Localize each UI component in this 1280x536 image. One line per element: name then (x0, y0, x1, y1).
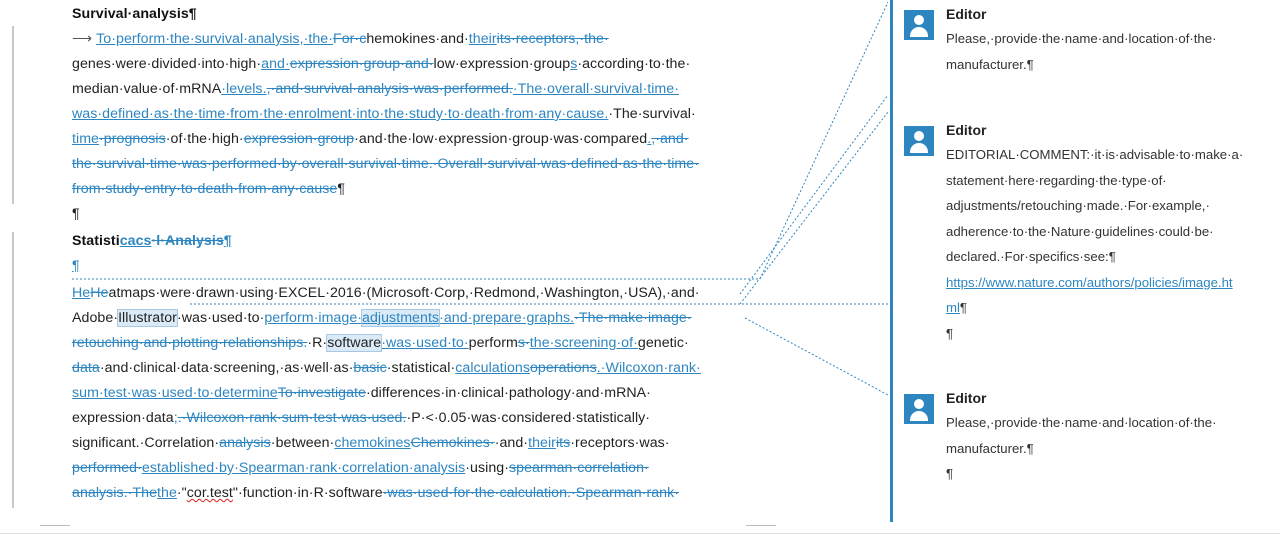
commented-text[interactable]: Illustrator (118, 310, 177, 326)
inserted-text[interactable]: ; (173, 410, 178, 426)
body-text[interactable]: median·value·of·mRNA (72, 81, 222, 97)
deleted-text[interactable]: the·survival·time·was·performed·by·overall·survival·time.·Overall·survival·was·defined·as·the·time· (72, 156, 699, 172)
user-avatar-icon (904, 10, 934, 40)
page-margin-marker (12, 26, 14, 204)
change-bar (890, 112, 893, 522)
inserted-text[interactable]: . (647, 131, 652, 147)
commented-inserted-text[interactable]: adjustments (362, 310, 440, 326)
inserted-text[interactable]: Wilcoxon·rank· (605, 360, 701, 376)
body-text[interactable]: ·R· (307, 335, 328, 351)
deleted-text[interactable]: its (555, 435, 571, 451)
inserted-text[interactable]: .· (596, 360, 606, 376)
heading-text[interactable]: Statisti (72, 233, 120, 249)
body-text[interactable]: ·and· (494, 435, 529, 451)
deleted-text[interactable]: ·l·Analysis (151, 233, 224, 249)
page-margin-marker (12, 232, 14, 508)
deleted-text[interactable]: ,·and·survival·analysis·was·performed. (266, 81, 513, 97)
deleted-text[interactable]: ,·the· (575, 31, 609, 47)
body-text[interactable]: genetic· (637, 335, 689, 351)
deleted-text[interactable]: For·c (333, 31, 367, 47)
inserted-text[interactable]: their (468, 31, 497, 47)
deleted-text[interactable]: make·image· (608, 310, 692, 326)
deleted-text[interactable]: data (72, 360, 100, 376)
deleted-text[interactable]: its·receptors (496, 31, 576, 47)
deleted-text[interactable]: analysis (219, 435, 271, 451)
paragraph-line[interactable] (72, 331, 689, 356)
paragraph-line[interactable] (72, 356, 701, 381)
paragraph-line[interactable] (72, 456, 649, 481)
body-text[interactable]: ·using· (465, 460, 509, 476)
deleted-text[interactable]: ·prognosis (99, 131, 166, 147)
change-bar (890, 0, 893, 112)
body-text[interactable]: ·was·used·to· (176, 310, 265, 326)
body-text[interactable]: significant.·Correlation· (72, 435, 220, 451)
deleted-text[interactable]: He (90, 285, 109, 301)
comment-2[interactable] (904, 122, 1254, 342)
comment-3[interactable] (904, 390, 1254, 480)
inserted-text[interactable]: s (570, 56, 578, 72)
deleted-text[interactable]: ·was·used·for·the·calculation.·Spearman·rank· (382, 485, 680, 501)
comment-line: adherence·to·the·Nature·guidelines·could·be· (946, 223, 1214, 239)
comment-line: manufacturer.¶ (946, 440, 1034, 456)
deleted-text[interactable]: Chemokines· (410, 435, 495, 451)
paragraph-line[interactable] (72, 127, 689, 152)
comment-author: Editor (946, 6, 987, 22)
inserted-text[interactable]: was·defined·as·the·time·from·the·enrolment·into·the·study·to·death·from·any·cause. (72, 106, 609, 122)
inserted-text[interactable]: To·perform·the·survival·analysis,·the· (96, 31, 333, 47)
comment-link[interactable]: https://www.nature.com/authors/policies/image.ht (946, 274, 1233, 290)
deleted-text[interactable]: operations (529, 360, 597, 376)
paragraph-line[interactable] (72, 406, 650, 431)
body-text[interactable]: ·" (176, 485, 187, 501)
inserted-text[interactable]: the (157, 485, 177, 501)
paragraph-line[interactable] (72, 381, 651, 406)
inserted-text[interactable]: sum·test·was·used·to·determine (72, 385, 278, 401)
inserted-text[interactable]: ¶ (223, 233, 232, 249)
deleted-text[interactable]: basic (353, 360, 387, 376)
comment-text[interactable] (946, 26, 1246, 77)
comment-line: Please,·provide·the·name·and·location·of·the· (946, 31, 1217, 46)
inserted-empty-paragraph[interactable]: ¶ (72, 258, 80, 274)
inserted-text[interactable]: established·by·Spearman·rank·correlation·analysis (141, 460, 466, 476)
body-text[interactable]: ·and·clinical·data·screening,·as·well·as· (99, 360, 354, 376)
comment-line: EDITORIAL·COMMENT:·it·is·advisable·to·make·a· (946, 147, 1244, 162)
body-text[interactable]: genes·were·divided·into·high· (72, 56, 262, 72)
comment-line: declared.·For·specifics·see:¶ (946, 249, 1116, 264)
deleted-text[interactable]: performed· (72, 460, 142, 476)
heading-survival-analysis[interactable]: Survival·analysis¶ (72, 6, 197, 22)
inserted-text[interactable]: cacs (119, 233, 152, 249)
body-text[interactable]: ·according·to·the· (577, 56, 691, 72)
inserted-text[interactable]: ·and·prepare·graphs. (439, 310, 575, 326)
deleted-text[interactable]: spearman·correlation· (509, 460, 649, 476)
comment-line: ¶ (946, 466, 954, 481)
comment-line: adjustments/retouching·made.·For·example,· (946, 198, 1210, 213)
user-avatar-icon (904, 126, 934, 156)
body-text[interactable]: expression·data (72, 410, 174, 426)
paragraph-line[interactable] (72, 281, 700, 306)
body-text[interactable]: ·and·the·low·expression·group·was·compared (354, 131, 648, 147)
paragraph-line[interactable] (72, 431, 670, 456)
paragraph-line[interactable] (72, 52, 690, 77)
inserted-text[interactable]: ·levels. (221, 81, 267, 97)
body-text[interactable]: ·of·the·high· (165, 131, 244, 147)
inserted-text[interactable]: the·screening·of· (529, 335, 638, 351)
misspelled-text[interactable]: cor.test (186, 485, 233, 501)
body-text[interactable]: perform (468, 335, 518, 351)
body-text[interactable]: atmaps·were·drawn·using·EXCEL·2016·(Microsoft·Corp,·Redmond,·Washington,·USA),·and· (108, 285, 700, 301)
deleted-text[interactable]: analysis.·The (72, 485, 158, 501)
deleted-text[interactable]: ·The· (574, 310, 609, 326)
inserted-text[interactable]: perform·image· (264, 310, 363, 326)
deleted-text[interactable]: To·investigate (277, 385, 366, 401)
deleted-text[interactable]: from·study·entry·to·death·from·any·cause (72, 181, 338, 197)
deleted-text[interactable]: .·Wilcoxon·rank·sum·test·was·used. (177, 410, 407, 426)
paragraph-line[interactable] (72, 102, 696, 127)
heading-statistical-analysis[interactable] (72, 229, 232, 254)
empty-paragraph[interactable]: ¶ (72, 206, 80, 222)
comment-link[interactable]: ml (946, 300, 960, 315)
deleted-text[interactable]: s· (517, 335, 530, 351)
pilcrow: ¶ (946, 325, 954, 341)
body-text[interactable]: low·expression·group (433, 56, 571, 72)
comment-line: Please,·provide·the·name·and·location·of·the· (946, 415, 1217, 430)
comment-1[interactable] (904, 6, 1254, 76)
body-text[interactable]: Adobe· (72, 310, 119, 326)
comment-line: manufacturer.¶ (946, 56, 1034, 72)
paragraph-line[interactable] (72, 177, 345, 202)
body-text[interactable]: "·function·in·R·software (232, 485, 383, 501)
inserted-text[interactable]: ·The·overall·survival·time· (512, 81, 680, 97)
inserted-text[interactable]: their (528, 435, 556, 451)
body-text[interactable]: ·The·survival· (608, 106, 696, 122)
inserted-text[interactable]: chemokines (334, 435, 411, 451)
paragraph-line[interactable] (72, 306, 692, 331)
user-avatar-icon (904, 394, 934, 424)
crop-mark (746, 525, 776, 536)
inserted-text[interactable]: calculations (455, 360, 530, 376)
deleted-text[interactable]: expression·group (243, 131, 355, 147)
comment-author: Editor (946, 390, 987, 406)
body-text[interactable]: ·differences·in·clinical·pathology·and·mRNA· (365, 385, 651, 401)
deleted-text[interactable]: expression·group·and· (289, 56, 434, 72)
body-text[interactable]: hemokines·and· (366, 31, 469, 47)
deleted-text[interactable]: ,·and· (651, 131, 689, 147)
body-text[interactable]: ·P·<·0.05·was·considered·statistically· (406, 410, 651, 426)
commented-text[interactable]: software (327, 335, 382, 351)
body-text[interactable]: ·between· (270, 435, 335, 451)
inserted-text[interactable]: ·was·used·to· (381, 335, 469, 351)
body-text[interactable]: ·receptors·was· (570, 435, 670, 451)
comment-author: Editor (946, 122, 987, 138)
page-bottom-divider (0, 533, 1280, 534)
pilcrow: ¶ (337, 181, 346, 197)
pilcrow: ¶ (959, 300, 968, 315)
tab-marker: ⟶ (72, 31, 93, 47)
paragraph-line[interactable] (72, 481, 679, 506)
comment-text[interactable] (946, 410, 1246, 487)
deleted-text[interactable]: retouching·and·plotting·relationships. (72, 335, 308, 351)
paragraph-line[interactable] (72, 27, 609, 52)
inserted-text[interactable]: and· (261, 56, 290, 72)
comment-line: statement·here·regarding·the·type·of· (946, 172, 1167, 188)
crop-mark (40, 525, 70, 536)
paragraph-line[interactable] (72, 77, 679, 102)
body-text[interactable]: ·statistical· (386, 360, 456, 376)
comment-text[interactable] (946, 142, 1246, 346)
inserted-text[interactable]: time (72, 131, 100, 147)
inserted-text[interactable]: He (72, 285, 91, 301)
